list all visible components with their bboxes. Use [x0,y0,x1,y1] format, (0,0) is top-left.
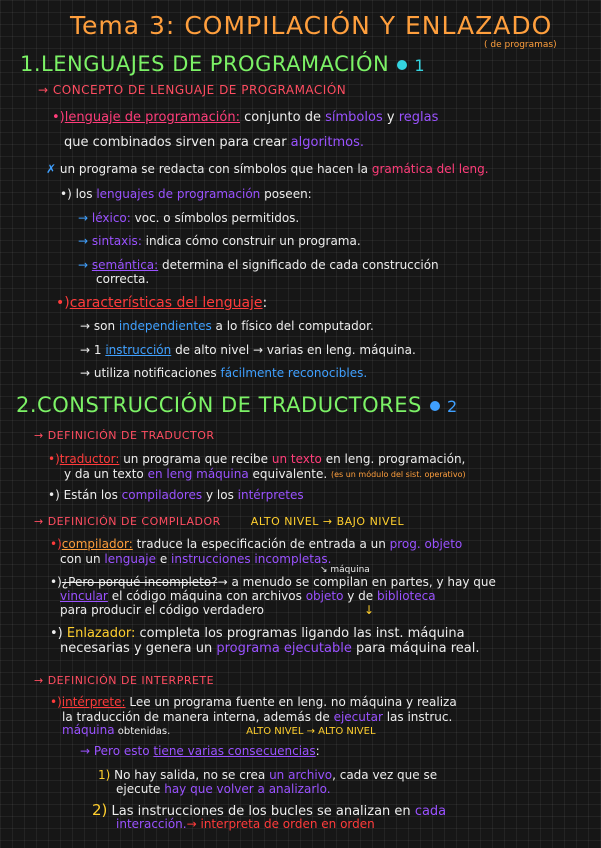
line-compilador-def: •)compilador: traduce la especificación de entrada a un prog. objeto [50,537,463,551]
subheading-interprete: → DEFINICIÓN DE INTERPRETE [34,674,215,687]
section-2-marker: 2 [446,397,458,416]
section-1-heading [20,52,425,76]
bullet-dot-icon [430,401,440,411]
item-instruccion: → 1 instrucción de alto nivel → varias en leng. máquina. [80,343,416,357]
line-interprete-def-2: la traducción de manera interna, además de ejecutar las instruc. [62,710,453,724]
line-caracteristicas: •)características del lenguaje: [56,295,268,311]
line-enlazador-def-2: necesarias y genera un programa ejecutable para máquina real. [60,641,480,656]
item-no-salida-2: ejecute hay que volver a analizarlo. [116,782,331,796]
line-programa: ✗ un programa se redacta con símbolos que hacen la gramática del leng. [46,162,489,176]
note-maquina: ↘ máquina [320,565,370,575]
item-independientes: → son independientes a lo físico del computador. [80,319,374,333]
arrow-down-icon: ↓ [364,603,375,617]
page-title [70,12,552,41]
item-bucles: 2) Las instrucciones de los bucles se analizan en cada [92,801,447,819]
line-lenguaje-def: •)lenguaje de programación: conjunto de símbolos y reglas [52,110,439,125]
line-consecuencias: → Pero esto tiene varias consecuencias: [80,744,320,758]
item-semantica-2: correcta. [96,272,150,286]
item-notificaciones: → utiliza notificaciones fácilmente reconocibles. [80,366,368,380]
item-lexico: → léxico: voc. o símbolos permitidos. [78,211,300,225]
subheading-compilador: → DEFINICIÓN DE COMPILADOR ALTO NIVEL → BAJO NIVEL [34,515,405,528]
item-no-salida: 1) No hay salida, no se crea un archivo, cada vez que se [98,768,438,782]
bullet-dot-icon [397,60,407,70]
title-main: COMPILACIÓN Y ENLAZADO [184,11,553,40]
line-interprete-def-3: máquina obtenidas. ALTO NIVEL → ALTO NIVEL [62,723,376,737]
line-incompleto: •)¿Pero porqué incompleto?→ a menudo se compilan en partes, y hay que [50,575,496,589]
section-2-heading [16,393,458,417]
line-codigo-verdadero: para producir el código verdadero ↓ [60,603,375,617]
section-2-title: 2.CONSTRUCCIÓN DE TRADUCTORES [16,393,422,417]
line-enlazador-def: •) Enlazador: completa los programas ligando las inst. máquina [50,626,465,641]
item-bucles-2: interacción.→ interpreta de orden en orden [116,817,375,831]
title-note: ( de programas) [484,40,557,50]
line-traductor-def-2: y da un texto en leng máquina equivalente. (es un módulo del sist. operativo) [64,467,466,481]
cross-icon: ✗ [46,162,57,176]
line-compilador-def-2: con un lenguaje e instrucciones incompletas. [60,552,332,566]
section-1-title: 1.LENGUAJES DE PROGRAMACIÓN [20,52,390,76]
line-traductor-def: •)traductor: un programa que recibe un texto en leng. programación, [48,452,466,466]
line-compiladores-interpretes: •) Están los compiladores y los intérpretes [48,488,304,502]
title-tema: Tema 3: [70,11,176,40]
item-sintaxis: → sintaxis: indica cómo construir un programa. [78,234,361,248]
line-poseen: •) los lenguajes de programación poseen: [60,187,312,201]
line-vincular: vincular el código máquina con archivos objeto y de biblioteca [60,589,436,603]
subheading-concepto: → CONCEPTO DE LENGUAJE DE PROGRAMACIÓN [38,83,347,97]
line-interprete-def: •)intérprete: Lee un programa fuente en leng. no máquina y realiza [50,695,457,709]
item-semantica: → semántica: determina el significado de cada construcción [78,258,439,272]
section-1-marker: 1 [414,56,426,75]
line-lenguaje-def-2: que combinados sirven para crear algoritmos. [64,135,365,150]
subheading-traductor: → DEFINICIÓN DE TRADUCTOR [34,429,215,442]
